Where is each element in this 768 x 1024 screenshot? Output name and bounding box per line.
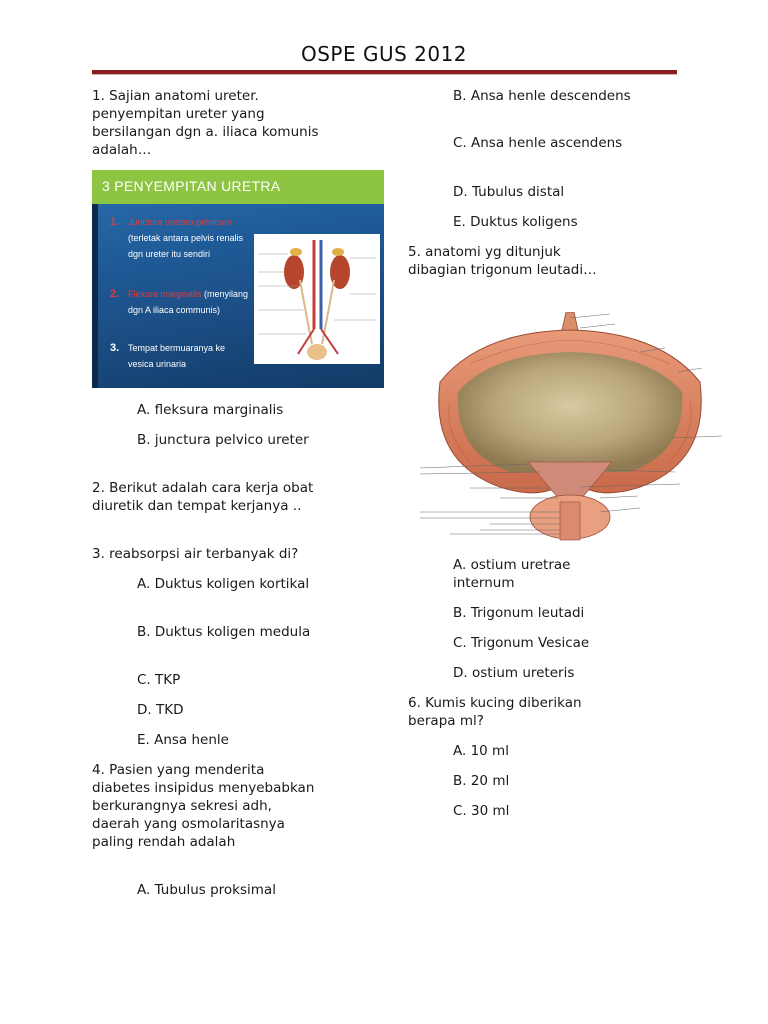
urinary-tract-diagram bbox=[254, 234, 380, 364]
q4-option-c: C. Ansa henle ascendens bbox=[453, 135, 623, 151]
q1-option-a: A. fleksura marginalis bbox=[137, 402, 284, 418]
q4-option-a: A. Tubulus proksimal bbox=[137, 882, 276, 898]
q6-option-b: B. 20 ml bbox=[453, 773, 510, 789]
slide-image bbox=[92, 170, 384, 388]
slide-item-2-label: Flexura marginalis bbox=[128, 289, 202, 299]
q4-option-e: E. Duktus koligens bbox=[453, 214, 578, 230]
q3-option-e: E. Ansa henle bbox=[137, 732, 229, 748]
question-3-text: 3. reabsorpsi air terbanyak di? bbox=[92, 546, 299, 562]
slide-item-2 bbox=[128, 286, 252, 318]
slide-item-3-detail: Tempat bermuaranya ke vesica urinaria bbox=[128, 343, 226, 369]
question-1-text: 1. Sajian anatomi ureter. penyempitan ureter yang bersilangan dgn a. iliaca komunis adalah… bbox=[92, 88, 319, 158]
question-4-text: 4. Pasien yang menderita diabetes insipidus menyebabkan berkurangnya sekresi adh, daerah yang osmolaritasnya paling rendah adalah bbox=[92, 762, 315, 850]
q5-option-b: B. Trigonum leutadi bbox=[453, 605, 585, 621]
slide-item-1-detail: (terletak antara pelvis renalis dgn ureter itu sendiri bbox=[128, 233, 244, 259]
q6-option-a: A. 10 ml bbox=[453, 743, 509, 759]
bladder-anatomy-image bbox=[410, 312, 730, 542]
question-2-text: 2. Berikut adalah cara kerja obat diuretik dan tempat kerjanya .. bbox=[92, 480, 314, 514]
q5-option-c: C. Trigonum Vesicae bbox=[453, 635, 590, 651]
slide-item-3 bbox=[128, 340, 252, 372]
q4-option-d: D. Tubulus distal bbox=[453, 184, 565, 200]
slide-item-1-num: 1. bbox=[110, 216, 120, 228]
slide-heading: 3 PENYEMPITAN URETRA bbox=[102, 178, 281, 194]
q5-option-d: D. ostium ureteris bbox=[453, 665, 575, 681]
q6-option-c: C. 30 ml bbox=[453, 803, 510, 819]
slide-item-3-num: 3. bbox=[110, 342, 120, 354]
slide-item-2-num: 2. bbox=[110, 288, 120, 300]
slide-item-2-detail: (menyilang dgn A iliaca communis) bbox=[128, 289, 249, 315]
q5-option-a: A. ostium uretrae internum bbox=[453, 557, 571, 591]
q3-option-b: B. Duktus koligen medula bbox=[137, 624, 311, 640]
slide-item-1 bbox=[128, 214, 252, 262]
slide-item-1-label: Junctura uretero pelvicum bbox=[128, 217, 232, 227]
q3-option-c: C. TKP bbox=[137, 672, 181, 688]
q3-option-d: D. TKD bbox=[137, 702, 184, 718]
question-5-text: 5. anatomi yg ditunjuk dibagian trigonum leutadi… bbox=[408, 244, 597, 278]
document-title: OSPE GUS 2012 bbox=[300, 42, 468, 66]
q3-option-a: A. Duktus koligen kortikal bbox=[137, 576, 310, 592]
question-6-text: 6. Kumis kucing diberikan berapa ml? bbox=[408, 695, 582, 729]
title-rule-shadow bbox=[92, 74, 677, 75]
q4-option-b: B. Ansa henle descendens bbox=[453, 88, 631, 104]
q1-option-b: B. junctura pelvico ureter bbox=[137, 432, 309, 448]
